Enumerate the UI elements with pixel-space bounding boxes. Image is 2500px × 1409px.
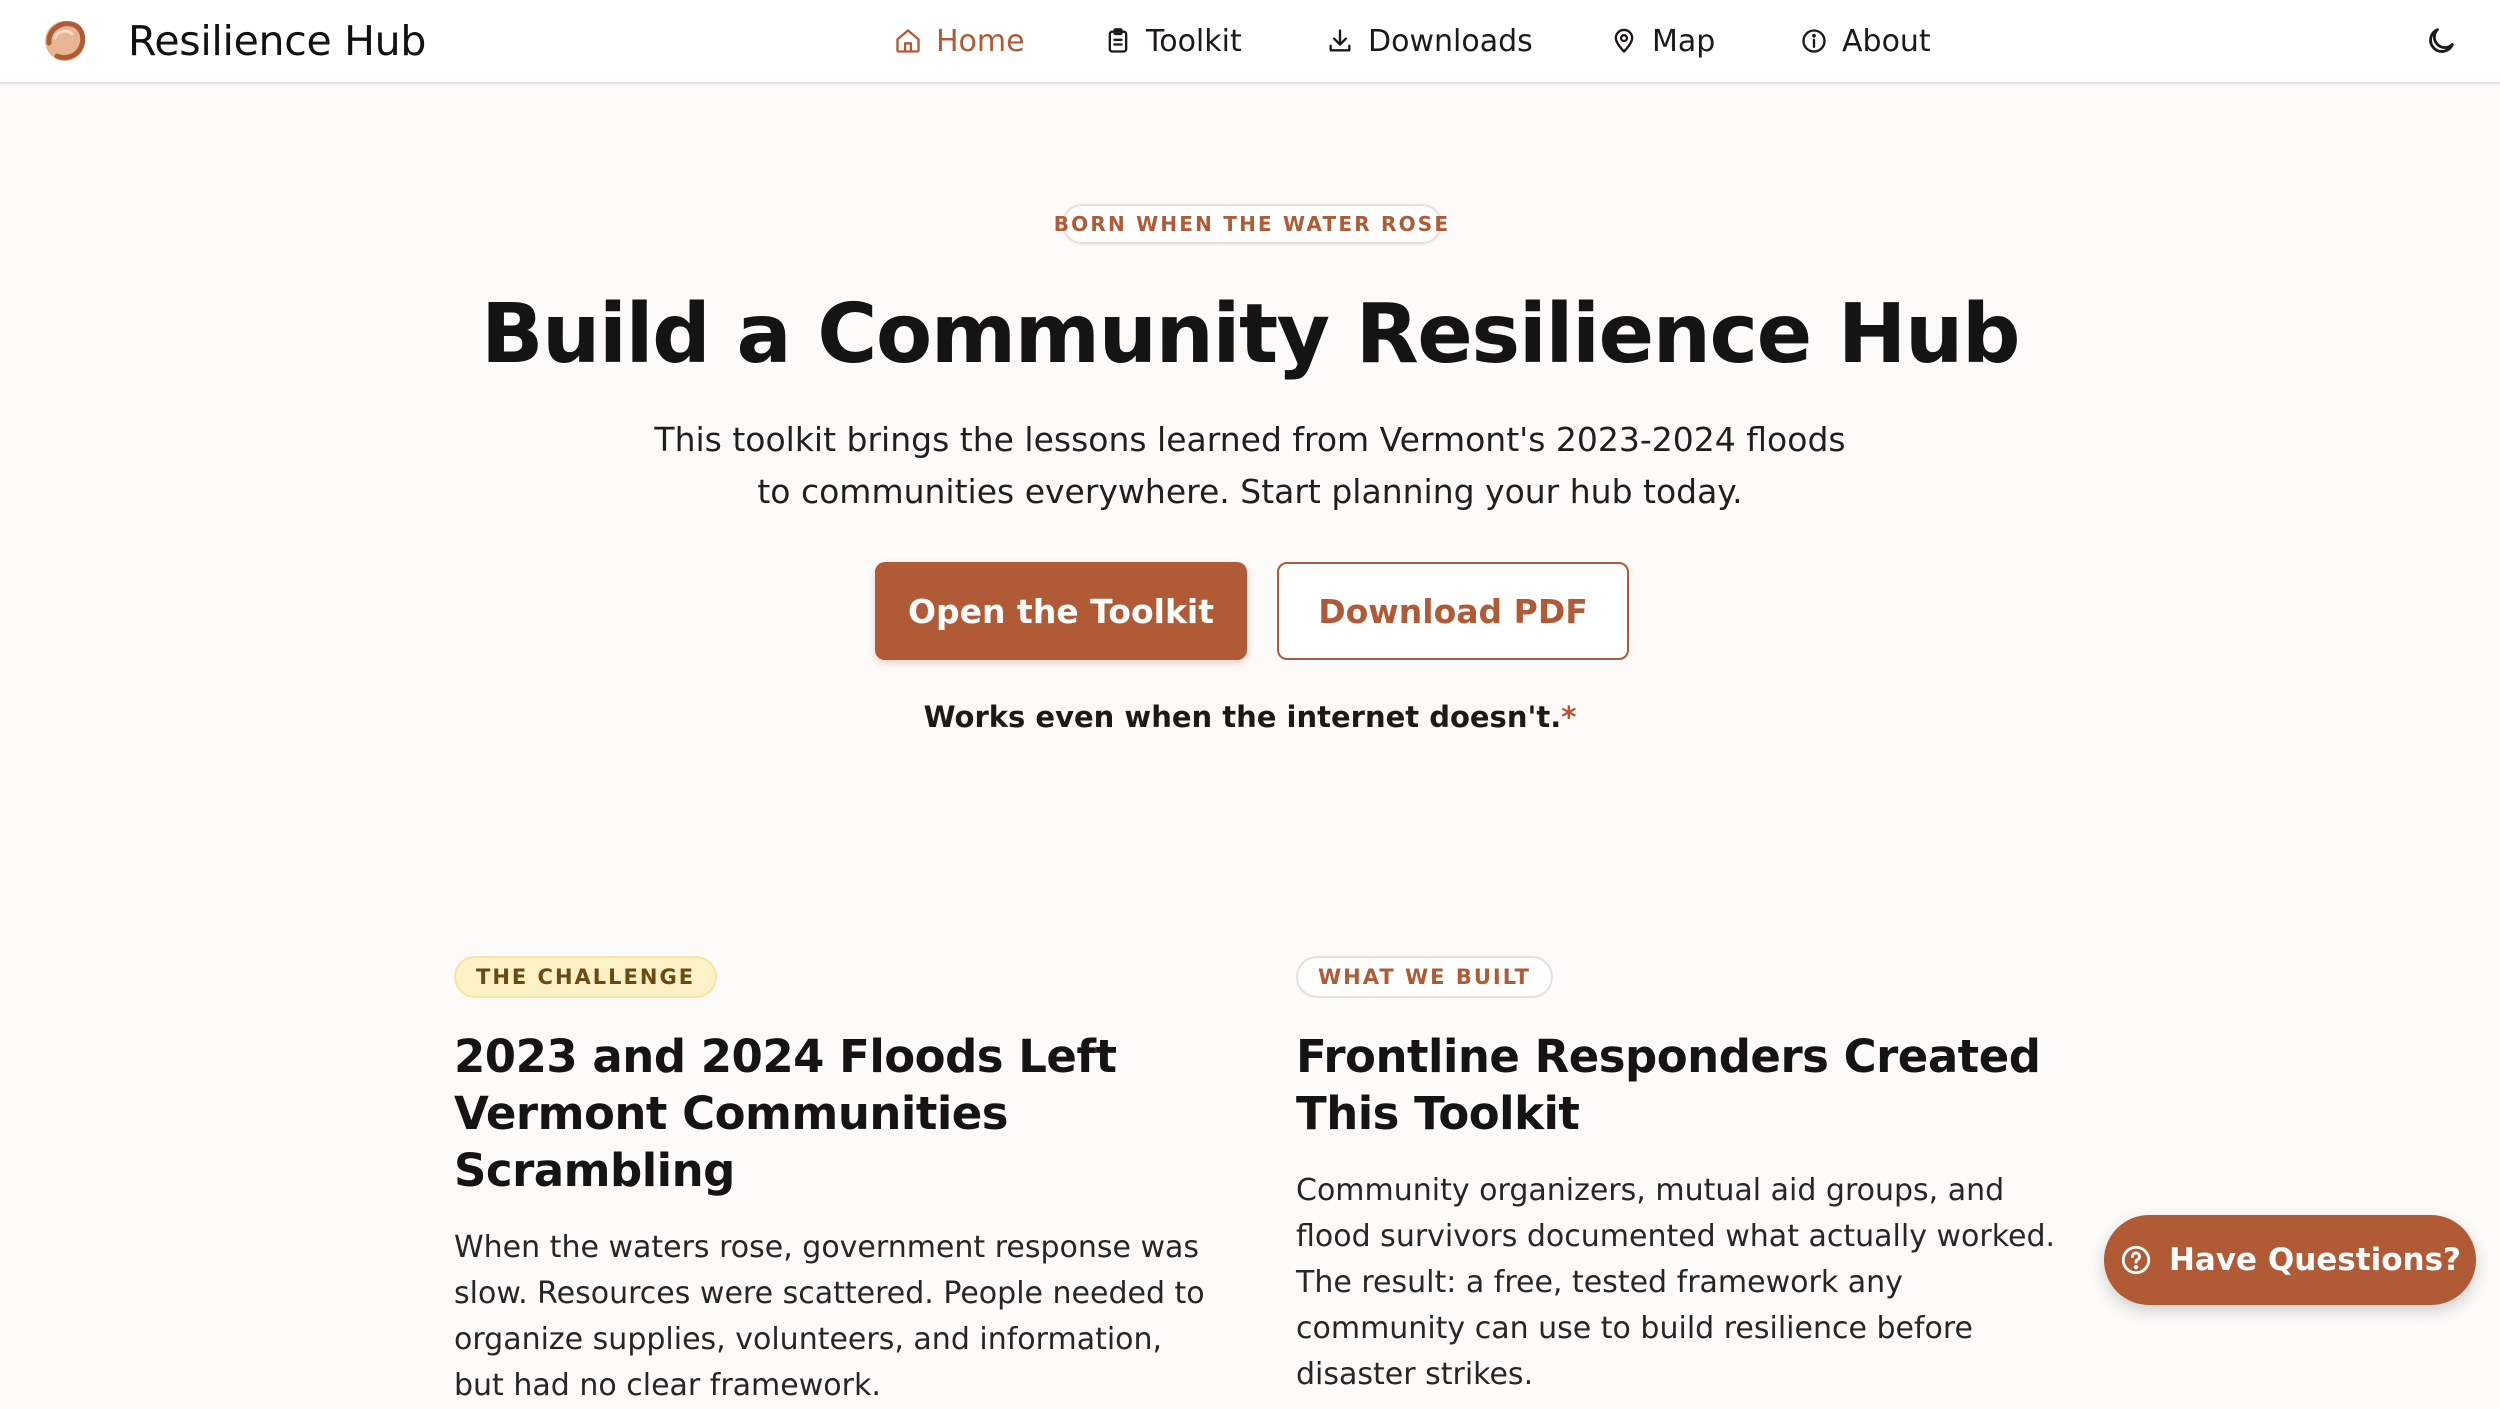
download-pdf-button[interactable]: Download PDF (1277, 562, 1629, 660)
question-circle-icon (2119, 1243, 2153, 1277)
challenge-tag: THE CHALLENGE (454, 956, 717, 998)
info-icon (1800, 27, 1828, 55)
map-pin-icon (1610, 27, 1638, 55)
moon-icon (2424, 24, 2458, 58)
theme-toggle-button[interactable] (2420, 20, 2462, 62)
have-questions-button[interactable] (2104, 1215, 2476, 1305)
nav-toolkit[interactable] (1104, 0, 1242, 82)
nav-about[interactable] (1800, 0, 1931, 82)
nav-toolkit-label: Toolkit (1146, 23, 1242, 59)
hero-eyebrow-badge: BORN WHEN THE WATER ROSE (1062, 204, 1442, 244)
nav-map[interactable] (1610, 0, 1715, 82)
what-we-built-title: Frontline Responders Created This Toolkit (1296, 1030, 2041, 1140)
what-we-built-text: Community organizers, mutual aid groups, and flood survivors documented what actually worked. The result: a free, tested framework any community can use to build resilience before disaster strikes. (1296, 1173, 2056, 1392)
what-we-built-tag: WHAT WE BUILT (1296, 956, 1553, 998)
nav-home-label: Home (936, 23, 1025, 59)
nav-home[interactable] (894, 0, 1025, 82)
top-navigation-bar (0, 0, 2500, 84)
offline-note (0, 700, 2500, 734)
offline-note-asterisk[interactable]: * (1561, 700, 1577, 734)
open-toolkit-button[interactable]: Open the Toolkit (875, 562, 1247, 660)
download-icon (1326, 27, 1354, 55)
main-nav (0, 0, 2500, 82)
offline-note-text: Works even when the internet doesn't. (923, 700, 1562, 734)
challenge-title: 2023 and 2024 Floods Left Vermont Communities Scrambling (454, 1030, 1117, 1197)
home-icon (894, 27, 922, 55)
hero-subtitle: This toolkit brings the lessons learned from Vermont's 2023-2024 floods to communities everywhere. Start planning your hub today. (654, 420, 1846, 511)
nav-downloads-label: Downloads (1368, 23, 1533, 59)
have-questions-label: Have Questions? (2168, 1242, 2462, 1278)
nav-downloads[interactable] (1326, 0, 1533, 82)
nav-map-label: Map (1652, 23, 1716, 59)
clipboard-icon (1104, 27, 1132, 55)
app-name: Resilience Hub (128, 17, 427, 65)
challenge-text: When the waters rose, government response was slow. Resources were scattered. People needed to organize supplies, volunteers, and information, but had no clear framework. (454, 1230, 1205, 1403)
nav-about-label: About (1842, 23, 1931, 59)
challenge-section (454, 956, 1214, 1409)
hero-title: Build a Community Resilience Hub (480, 287, 2020, 382)
what-we-built-section (1296, 956, 2056, 1398)
